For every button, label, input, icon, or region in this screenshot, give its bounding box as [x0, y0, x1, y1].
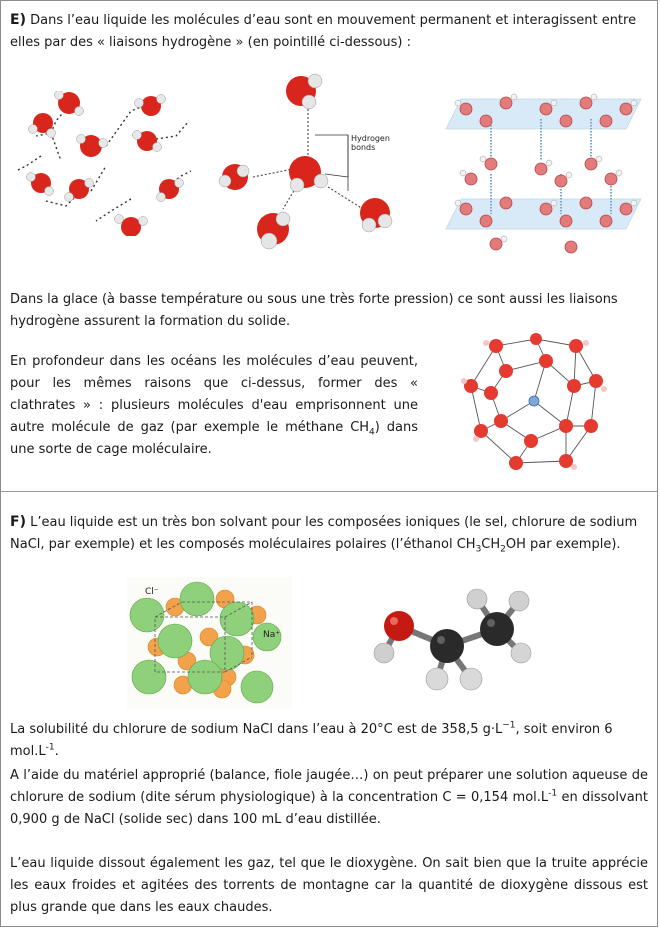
section-f-intro: [10, 511, 648, 556]
hydrogen-bonds-label-line1: Hydrogen: [351, 134, 390, 143]
ice-paragraph: Dans la glace (à basse température ou sous une très forte pression) ce sont aussi les liaisons hydrogène assurent la formation du solide.: [10, 292, 618, 329]
ethanol-molecule-figure: [369, 581, 544, 706]
sodium-label: Na⁺: [263, 630, 280, 640]
chloride-label: Cl⁻: [145, 587, 159, 597]
solubility-sup-b: -1: [45, 742, 55, 753]
solubility-paragraph: [10, 719, 648, 763]
section-f-sub-a: 3: [475, 544, 482, 555]
liquid-water-ring-figure: [11, 91, 201, 236]
section-f-sub-b: 2: [500, 544, 506, 555]
preparation-paragraph: [10, 765, 648, 831]
section-f-text-a: L’eau liquide est un très bon solvant pour les composées ioniques (le sel, chlorure de sodium NaCl, par exemple) et les composés moléculaires polaires (l’éthanol CH: [10, 515, 638, 552]
preparation-text-a: A l’aide du matériel approprié (balance, fiole jaugée…) on peut préparer une solution aqueuse de chlorure de sodium (dite sérum physiologique) à la concentration C = 0,154 mol.L: [10, 768, 648, 805]
section-f-text-c: OH par exemple).: [505, 537, 621, 552]
section-f-text-b: CH: [481, 537, 501, 552]
gases-paragraph: L’eau liquide dissout également les gaz, tel que le dioxygène. On sait bien que la truite apprécie les eaux froides et agitées des torrents de montagne car la quantité de dioxygène dissous est plus grande que dans les eaux chaudes.: [10, 856, 648, 915]
solubility-text-b: , soit environ 6 mol.L: [10, 722, 613, 759]
clathrate-subscript: 4: [369, 427, 375, 438]
section-divider: [1, 491, 657, 492]
section-e-label: E): [10, 12, 26, 28]
section-e-intro-text: Dans l’eau liquide les molécules d’eau sont en mouvement permanent et interagissent entre elles par des « liaisons hydrogène » (en pointillé ci-dessous) :: [10, 13, 637, 50]
clathrate-paragraph: [10, 351, 418, 461]
solubility-sup-a: −1: [502, 720, 516, 731]
clathrate-cage-figure: [456, 331, 616, 481]
section-e-intro: [10, 9, 648, 54]
clathrate-text-b: ) dans une sorte de cage moléculaire.: [10, 420, 418, 457]
clathrate-text-a: En profondeur dans les océans les molécules d’eau peuvent, pour les mêmes raisons que ci-dessus, former des « clathrates » : plusieurs molécules d'eau emprisonnent une autre molécule de gaz (par exemple le méthane CH: [10, 354, 418, 435]
solubility-text-c: .: [54, 744, 59, 759]
solubility-value: 358,5 g·L: [441, 722, 503, 737]
nacl-crystal-figure: [127, 577, 292, 709]
ice-lattice-figure: [441, 89, 646, 259]
preparation-text-b: en dissolvant 0,900 g de NaCl (solide sec) dans 100 mL d’eau distillée.: [10, 790, 648, 827]
hydrogen-bonds-figure: [213, 69, 423, 259]
preparation-sup: -1: [548, 788, 558, 799]
solubility-text-a: La solubilité du chlorure de sodium NaCl dans l’eau à 20°C est de: [10, 722, 442, 737]
section-f-label: F): [10, 514, 26, 530]
hydrogen-bonds-label-line2: bonds: [351, 143, 376, 152]
